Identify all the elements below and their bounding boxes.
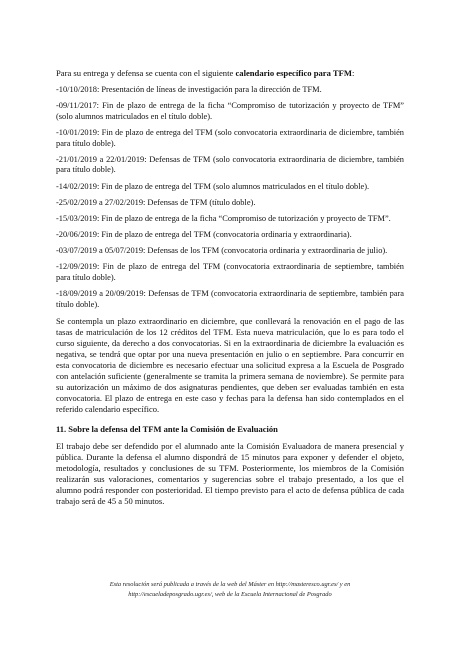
calendar-item: -25/02/2019 a 27/02/2019: Defensas de TFM (título doble). bbox=[56, 197, 256, 207]
calendar-item: -10/01/2019: Fin de plazo de entrega del TFM (solo convocatoria extraordinaria de diciembre, también para título doble). bbox=[56, 127, 404, 148]
section-body: El trabajo debe ser defendido por el alumnado ante la Comisión Evaluadora de manera presencial y pública. Durante la defensa el alumno dispondrá de 15 minutos para exponer y defender el objeto, metodología, resultados y conclusiones de su TFM. Posteriormente, los miembros de la Comisión realizarán sus valoraciones, comentarios y sugerencias sobre el trabajo presentado, a los que el alumno podrá responder con posterioridad. El tiempo previsto para el acto de defensa pública de cada trabajo será de 45 a 50 minutos. bbox=[56, 440, 404, 506]
calendar-item: -20/06/2019: Fin de plazo de entrega del TFM (convocatoria ordinaria y extraordinaria). bbox=[56, 230, 352, 240]
extraordinary-paragraph: Se contempla un plazo extraordinario en diciembre, que conllevará la renovación en el pago de las tasas de matriculación de los 12 créditos del TFM. Esta nueva matriculación, que lo es para todo el curso siguiente, da derecho a dos convocatorias. Si en la extraordinaria de diciembre la evaluación es negativa, se tendrá que optar por una nueva presentación en julio o en septiembre. Para concurrir en esta convocatoria de diciembre es necesario efectuar una solicitud expresa a la Escuela de Posgrado con antelación suficiente (generalmente se tramita la primera semana de noviembre). Se permite para su autorización un máximo de dos asignaturas pendientes, que deben ser evaluadas también en esta convocatoria. El plazo de entrega en este caso y fechas para la defensa han sido contemplados en el referido calendario específico. bbox=[56, 316, 404, 414]
calendar-item: -12/09/2019: Fin de plazo de entrega del TFM (convocatoria extraordinaria de septiembre, también para título doble). bbox=[56, 262, 404, 283]
calendar-intro bbox=[56, 68, 404, 79]
section-title: 11. Sobre la defensa del TFM ante la Comisión de Evaluación bbox=[56, 423, 278, 434]
calendar-item: -15/03/2019: Fin de plazo de entrega de la ficha “Compromiso de tutorización y proyecto de TFM”. bbox=[56, 213, 391, 223]
calendar-item: -09/11/2017: Fin de plazo de entrega de la ficha “Compromiso de tutorización y proyecto de TFM” (solo alumnos matriculados en el título doble). bbox=[56, 101, 404, 121]
footer-line-1: Esta resolución será publicada a través de la web del Máster en http://masteresco.ugr.es/ y en bbox=[109, 581, 351, 588]
calendar-item: -21/01/2019 a 22/01/2019: Defensas de TFM (solo convocatoria extraordinaria de diciembre, también para título doble). bbox=[56, 154, 404, 175]
intro-end: : bbox=[352, 68, 355, 78]
intro-text: Para su entrega y defensa se cuenta con el siguiente bbox=[56, 68, 236, 78]
calendar-item: -14/02/2019: Fin de plazo de entrega del TFM (solo alumnos matriculados en el título doble). bbox=[56, 181, 370, 191]
calendar-list bbox=[56, 85, 404, 310]
calendar-item: -10/10/2018: Presentación de líneas de investigación para la dirección de TFM. bbox=[56, 85, 322, 94]
footer-line-2: http://escueladeposgrado.ugr.es/, web de la Escuela Internacional de Posgrado bbox=[128, 591, 332, 598]
page-footer bbox=[56, 580, 404, 600]
calendar-item: -18/09/2019 a 20/09/2019: Defensas de TFM (convocatoria extraordinaria de septiembre, también para título doble). bbox=[56, 289, 404, 309]
calendar-item: -03/07/2019 a 05/07/2019: Defensas de los TFM (convocatoria ordinaria y extraordinaria de julio). bbox=[56, 246, 388, 256]
intro-highlight: calendario específico para TFM bbox=[235, 68, 353, 78]
